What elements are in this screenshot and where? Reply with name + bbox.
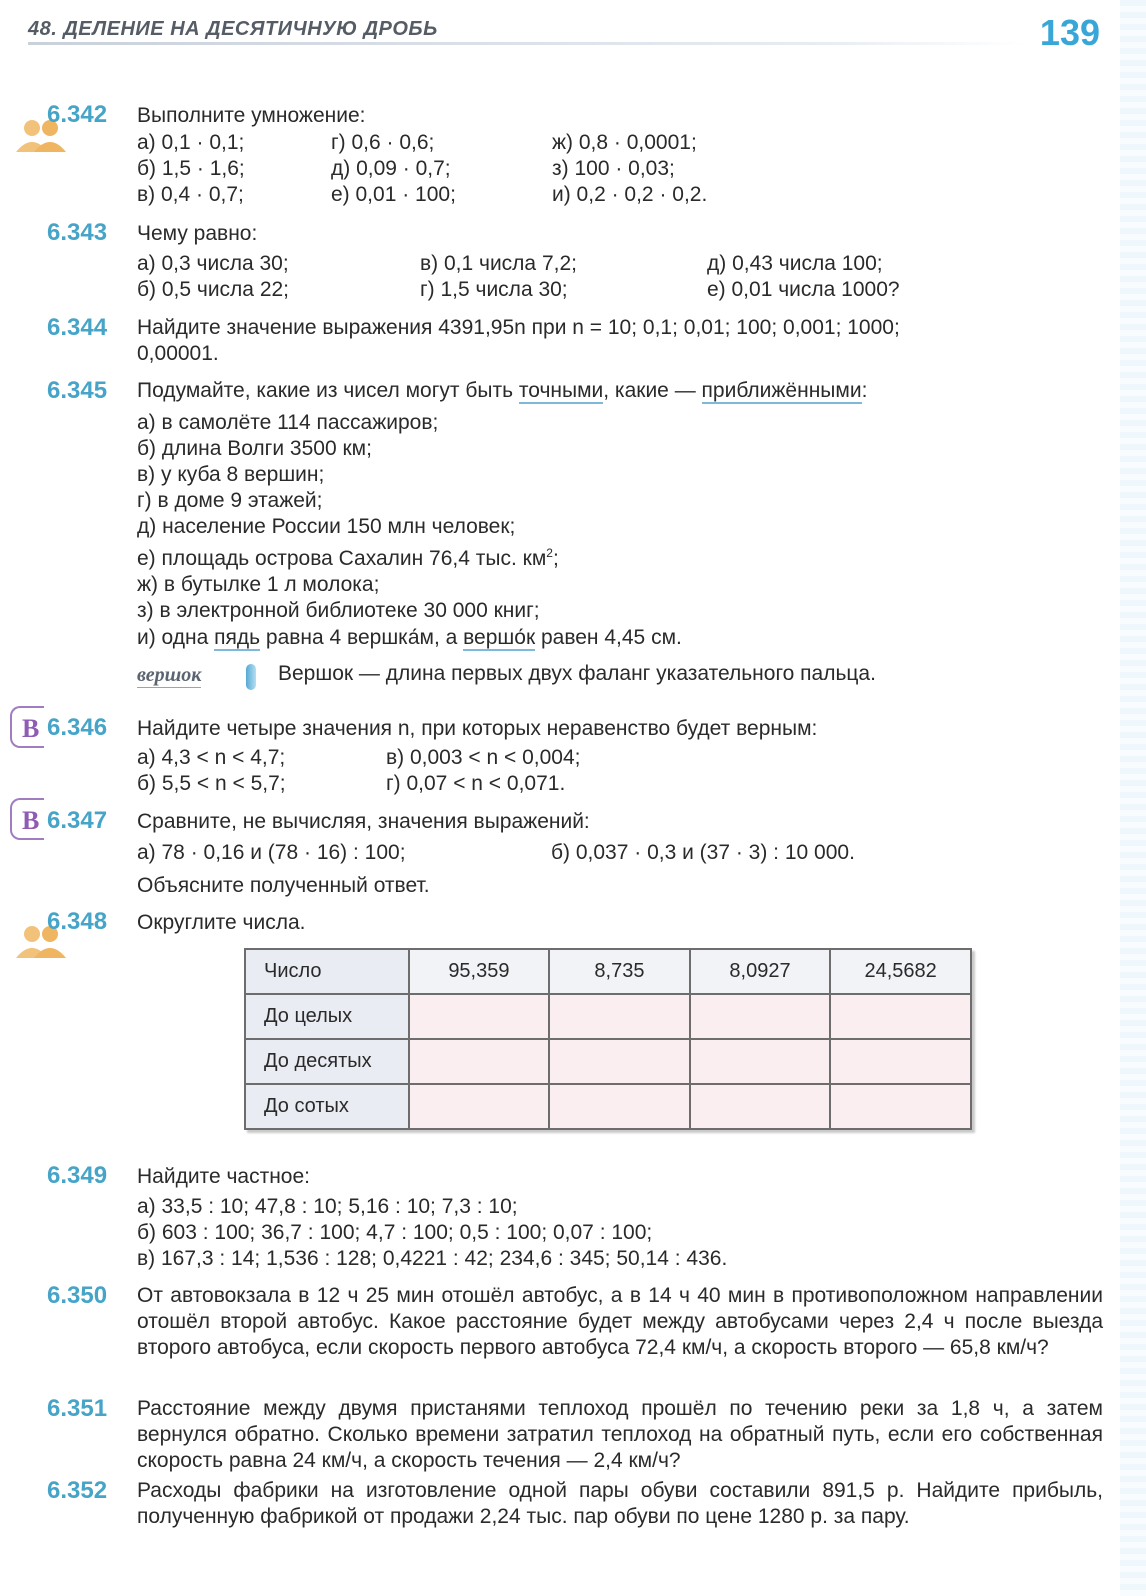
list-item: и) 0,2 · 0,2 · 0,2. (552, 183, 708, 206)
problem-task: Выполните умножение: (137, 104, 366, 127)
rounding-table (244, 948, 972, 1130)
answer-column (137, 130, 245, 208)
problem-number: 6.343 (47, 219, 108, 246)
term-pyad: пядь (214, 626, 261, 649)
answer-column (707, 251, 900, 303)
list-item: в) 0,1 числа 7,2; (420, 252, 577, 275)
list-item-text: равен 4,45 см. (535, 626, 682, 649)
problem-number: 6.350 (47, 1282, 108, 1309)
problem-number: 6.346 (47, 714, 108, 741)
header-rule (28, 42, 1028, 45)
glossary-marker (246, 664, 256, 690)
table-cell (549, 994, 690, 1039)
list-item: а) 33,5 : 10; 47,8 : 10; 5,16 : 10; 7,3 : 10; (137, 1195, 518, 1218)
answer-list (137, 1194, 727, 1272)
list-item: а) 0,1 · 0,1; (137, 131, 245, 154)
answer-column (552, 130, 707, 208)
problem-text: От автовокзала в 12 ч 25 мин отошёл автобус, а в 14 ч 40 мин в противоположном направлении отошёл второй автобус. Какое расстояние будет между автобусами через 2,4 ч после выезда второго автобуса, если скорость первого автобуса 72,4 км/ч, а скорость второго — 65,8 км/ч? (137, 1284, 1103, 1359)
problem-task: Округлите числа. (137, 911, 306, 934)
table-cell: 24,5682 (830, 949, 971, 994)
list-item: г) 0,07 < n < 0,071. (386, 772, 566, 795)
answer-column (331, 130, 456, 208)
badge-letter: В (22, 714, 40, 743)
list-item: б) 1,5 · 1,6; (137, 157, 245, 180)
table-cell (549, 1039, 690, 1084)
task-text: Подумайте, какие из чисел могут быть (137, 379, 519, 402)
page-number: 139 (1039, 12, 1100, 53)
list-item: е) 0,01 числа 1000? (707, 278, 900, 301)
table-cell (830, 994, 971, 1039)
badge-letter: В (22, 806, 40, 835)
answer-column (420, 251, 577, 303)
problem-number: 6.344 (47, 314, 108, 341)
list-item: б) 603 : 100; 36,7 : 100; 4,7 : 100; 0,5 : 100; 0,07 : 100; (137, 1221, 653, 1244)
problem-task: Найдите частное: (137, 1165, 310, 1188)
difficulty-badge (10, 798, 44, 840)
task-text: : (861, 379, 868, 402)
problem-number: 6.348 (47, 908, 108, 935)
list-item (137, 540, 682, 572)
list-item: д) 0,09 · 0,7; (331, 157, 451, 180)
problem-text-line: 0,00001. (137, 342, 219, 365)
table-row (245, 994, 971, 1039)
table-header-cell: До сотых (245, 1084, 409, 1129)
list-item: а) 78 · 0,16 и (78 · 16) : 100; (137, 841, 406, 864)
table-cell: 8,735 (549, 949, 690, 994)
list-item-text: е) площадь острова Сахалин 76,4 тыс. км (137, 547, 547, 570)
problem-task (137, 378, 867, 404)
problem-task: Чему равно: (137, 222, 258, 245)
problem-text: Расстояние между двумя пристанями теплоход прошёл по течению реки за 1,8 ч, а затем вернулся обратно. Сколько времени затратил теплоход на обратный путь, если его собственная скорость равна 24 км/ч, а скорость течения — 2,4 км/ч? (137, 1397, 1103, 1472)
table-header-cell: До целых (245, 994, 409, 1039)
list-item: в) у куба 8 вершин; (137, 463, 325, 486)
table-row (245, 949, 971, 994)
table-cell (830, 1084, 971, 1129)
list-item: б) 0,037 · 0,3 и (37 · 3) : 10 000. (551, 841, 855, 864)
table-header-cell: Число (245, 949, 409, 994)
table-row (245, 1039, 971, 1084)
list-item: д) население России 150 млн человек; (137, 515, 516, 538)
list-item: ж) 0,8 · 0,0001; (552, 131, 697, 154)
list-item: е) 0,01 · 100; (331, 183, 456, 206)
list-item: з) в электронной библиотеке 30 000 книг; (137, 599, 540, 622)
glossary-definition: Вершок — длина первых двух фаланг указательного пальца. (278, 662, 876, 685)
superscript: 2 (546, 546, 553, 560)
list-item (137, 625, 682, 651)
list-item: а) в самолёте 114 пассажиров; (137, 411, 439, 434)
list-item: б) длина Волги 3500 км; (137, 437, 372, 460)
page-header (0, 0, 1146, 60)
table-cell: 95,359 (409, 949, 550, 994)
list-item: д) 0,43 числа 100; (707, 252, 883, 275)
table-cell (690, 994, 831, 1039)
list-item: г) в доме 9 этажей; (137, 489, 323, 512)
problem-number: 6.351 (47, 1395, 108, 1422)
problem-number: 6.349 (47, 1162, 108, 1189)
table-row (245, 1084, 971, 1129)
problem-number: 6.347 (47, 807, 108, 834)
problem-note: Объясните полученный ответ. (137, 874, 430, 897)
term-approximate: приближёнными (701, 379, 862, 402)
problem-number: 6.345 (47, 377, 108, 404)
list-item-text: и) одна (137, 626, 215, 649)
table-cell (690, 1039, 831, 1084)
list-item: б) 0,5 числа 22; (137, 278, 290, 301)
table-cell (409, 994, 550, 1039)
section-title: 48. ДЕЛЕНИЕ НА ДЕСЯТИЧНУЮ ДРОБЬ (28, 18, 438, 40)
list-item: з) 100 · 0,03; (552, 157, 675, 180)
table-cell: 8,0927 (690, 949, 831, 994)
task-text: , какие — (603, 379, 702, 402)
answer-column (137, 251, 289, 303)
problem-text: Расходы фабрики на изготовление одной пары обуви составили 891,5 р. Найдите прибыль, полученную фабрикой от продажи 2,24 тыс. пар обуви по цене 1280 р. за пару. (137, 1479, 1103, 1528)
page-edge-decoration (1120, 0, 1146, 1596)
list-item: в) 167,3 : 14; 1,536 : 128; 0,4221 : 42; 234,6 : 345; 50,14 : 436. (137, 1247, 728, 1270)
term-vershok: вершо́к (463, 626, 536, 649)
answer-list (137, 410, 682, 651)
list-item: в) 0,003 < n < 0,004; (386, 746, 581, 769)
table-cell (549, 1084, 690, 1129)
table-cell (690, 1084, 831, 1129)
list-item-text: равна 4 вершка́м, а (260, 626, 464, 649)
table-header-cell: До десятых (245, 1039, 409, 1084)
table-cell (830, 1039, 971, 1084)
list-item: г) 0,6 · 0,6; (331, 131, 435, 154)
problem-text-line: Найдите значение выражения 4391,95n при n = 10; 0,1; 0,01; 100; 0,001; 1000; (137, 316, 900, 339)
answer-column (137, 745, 286, 797)
problem-task: Сравните, не вычисляя, значения выражений: (137, 810, 590, 833)
list-item-text: ; (552, 547, 559, 570)
term-exact: точными (518, 379, 604, 402)
table-cell (409, 1084, 550, 1129)
list-item: а) 0,3 числа 30; (137, 252, 289, 275)
table-cell (409, 1039, 550, 1084)
problem-number: 6.352 (47, 1477, 108, 1504)
glossary-term: вершок (137, 664, 202, 686)
difficulty-badge (10, 706, 44, 748)
list-item: ж) в бутылке 1 л молока; (137, 573, 380, 596)
problem-task: Найдите четыре значения n, при которых неравенство будет верным: (137, 717, 818, 740)
problem-number: 6.342 (47, 101, 108, 128)
list-item: а) 4,3 < n < 4,7; (137, 746, 286, 769)
list-item: б) 5,5 < n < 5,7; (137, 772, 286, 795)
answer-column (386, 745, 580, 797)
list-item: в) 0,4 · 0,7; (137, 183, 244, 206)
list-item: г) 1,5 числа 30; (420, 278, 568, 301)
